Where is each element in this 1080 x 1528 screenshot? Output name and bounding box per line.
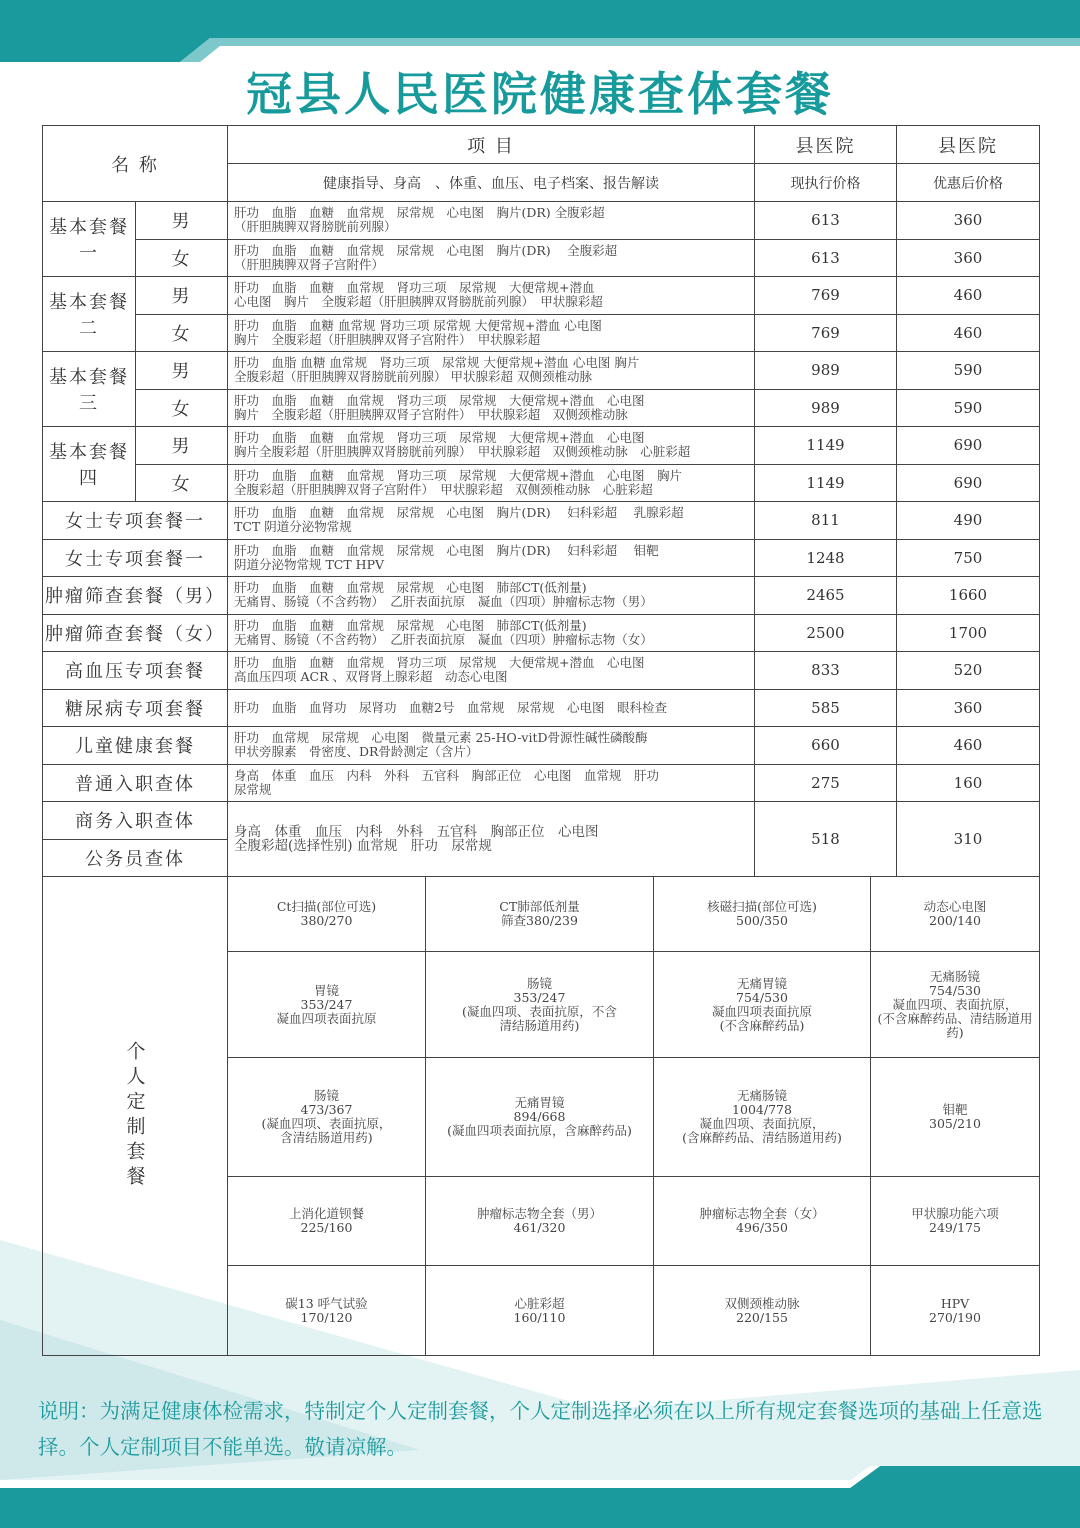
package-items-line: 无痛胃、肠镜（不含药物） 乙肝表面抗原 凝血（四项）肿瘤标志物（男） (234, 594, 653, 610)
custom-item-cell (228, 1266, 426, 1356)
package-items-line: 无痛胃、肠镜（不含药物） 乙肝表面抗原 凝血（四项）肿瘤标志物（女） (234, 631, 653, 647)
current-price-text: 989 (811, 361, 840, 380)
current-price (755, 765, 897, 803)
discount-price (897, 352, 1040, 390)
single-package-name (43, 502, 228, 540)
discount-price (897, 202, 1040, 240)
custom-item-cell-line: 心脏彩超 (514, 1295, 565, 1311)
discount-price-text: 360 (953, 698, 983, 717)
single-package-name (43, 765, 228, 803)
gender-cell-text: 女 (171, 473, 192, 495)
custom-item-cell-line: (不含麻醉药品、清结肠道用药) (877, 1010, 1033, 1040)
package-items (228, 802, 755, 877)
discount-price (897, 427, 1040, 465)
custom-item-cell-line: 220/155 (736, 1309, 788, 1325)
header-hospital-2-text: 县医院 (938, 135, 998, 157)
custom-item-cell-line: 894/668 (513, 1109, 566, 1124)
custom-item-cell (654, 952, 871, 1058)
current-price-text: 2500 (806, 623, 845, 642)
current-price-text: 518 (811, 830, 840, 848)
custom-item-cell (426, 877, 654, 952)
custom-item-cell-line: CT肺部低剂量 (499, 899, 580, 914)
package-items-line: TCT 阴道分泌物常规 (234, 519, 352, 535)
package-items-line: 肝功 血脂 血糖 血常规 尿常规 心电图 胸片(DR) 全腹彩超 (234, 242, 618, 258)
custom-item-cell-line: 甲状腺功能六项 (911, 1206, 999, 1221)
current-price-text: 1248 (806, 548, 845, 567)
custom-item-cell-line: (不含麻醉药品) (719, 1017, 805, 1033)
custom-item-cell (654, 1058, 871, 1177)
gender-cell-text: 女 (171, 248, 192, 270)
discount-price-text: 750 (953, 548, 983, 567)
single-package-name (43, 540, 228, 578)
header-hospital-2 (897, 126, 1040, 164)
package-items-line: 胸片 全腹彩超（肝胆胰脾双肾子宫附件） 甲状腺彩超 双侧颈椎动脉 (234, 406, 628, 422)
current-price (755, 427, 897, 465)
discount-price (897, 727, 1040, 765)
custom-item-cell-line: (凝血四项、表面抗原，不含 (462, 1003, 617, 1019)
custom-item-cell-line: 200/140 (929, 913, 981, 928)
current-price (755, 390, 897, 428)
single-package-name (43, 727, 228, 765)
package-items-line: 肝功 血脂 血糖 血常规 尿常规 心电图 肺部CT(低剂量) (234, 580, 587, 596)
package-items-line: 甲状旁腺素 骨密度、DR骨龄测定（含片） (234, 744, 479, 760)
custom-item-cell (871, 1177, 1040, 1266)
discount-price-text: 690 (953, 473, 983, 492)
discount-price (897, 315, 1040, 353)
single-package-name-text: 商务入职查体 (75, 811, 195, 833)
custom-item-cell-line: 碳13 呼气试验 (285, 1295, 368, 1311)
current-price (755, 577, 897, 615)
discount-price (897, 540, 1040, 578)
custom-item-cell-line: 461/320 (513, 1220, 566, 1235)
custom-item-cell-line: 305/210 (929, 1116, 981, 1131)
discount-price-text: 460 (953, 736, 983, 755)
discount-price-text: 590 (953, 398, 983, 417)
header-items-text: 项 目 (467, 135, 515, 157)
footnote: 说明：为满足健康体检需求，特制定个人定制套餐，个人定制选择必须在以上所有规定套餐选项的基础上任意选择。个人定制项目不能单选。敬请凉解。 (38, 1399, 1043, 1459)
custom-item-cell-line: (凝血四项、表面抗原， (261, 1116, 392, 1131)
custom-item-cell-line: 动态心电图 (923, 899, 987, 914)
package-name-text: 基本套餐四 (49, 442, 129, 489)
current-price (755, 540, 897, 578)
discount-price (897, 765, 1040, 803)
custom-item-cell-line: 225/160 (300, 1220, 353, 1235)
custom-item-cell (426, 1058, 654, 1177)
discount-price (897, 615, 1040, 653)
custom-item-cell-line: 1004/778 (732, 1102, 792, 1117)
discount-price (897, 802, 1040, 877)
package-items-line: 胸片 全腹彩超（肝胆胰脾双肾子宫附件） 甲状腺彩超 (234, 331, 541, 347)
discount-price (897, 502, 1040, 540)
discount-price-text: 490 (953, 511, 983, 530)
gender-cell-text: 男 (171, 211, 192, 233)
current-price-text: 989 (811, 398, 840, 417)
gender-cell (136, 202, 228, 240)
custom-item-cell-line: 凝血四项表面抗原 (711, 1003, 812, 1019)
discount-price-text: 690 (953, 436, 983, 455)
gender-cell (136, 240, 228, 278)
header-name (43, 126, 228, 202)
package-items (228, 427, 755, 465)
custom-item-cell-line: 754/530 (929, 982, 981, 998)
package-name (43, 202, 136, 277)
discount-price (897, 652, 1040, 690)
custom-item-cell-line: 肿瘤标志物全套（女） (699, 1206, 825, 1221)
custom-item-cell (871, 952, 1040, 1058)
gender-cell-text: 女 (171, 323, 192, 345)
discount-price-text: 360 (953, 211, 983, 230)
package-items-line: 高血压四项 ACR 、双肾肾上腺彩超 动态心电图 (234, 669, 508, 685)
gender-cell-text: 女 (171, 398, 192, 420)
custom-item-cell-line: 无痛胃镜 (736, 975, 787, 991)
package-items-line: 尿常规 (234, 781, 272, 797)
package-items-line: 肝功 血脂 血糖 血常规 尿常规 心电图 胸片(DR) 妇科彩超 钼靶 (234, 542, 659, 558)
discount-price (897, 465, 1040, 503)
package-name-text: 基本套餐一 (49, 217, 129, 264)
custom-item-cell-line: 凝血四项、表面抗原， (699, 1116, 825, 1131)
custom-item-cell-line: 肠镜 (313, 1088, 339, 1103)
current-price-text: 660 (811, 736, 840, 755)
single-package-name (43, 577, 228, 615)
custom-item-cell (228, 1177, 426, 1266)
package-items (228, 240, 755, 278)
custom-item-cell-line: 380/270 (300, 913, 353, 928)
discount-price-text: 1660 (948, 586, 988, 605)
custom-item-cell (228, 1058, 426, 1177)
package-name-text: 基本套餐二 (49, 292, 129, 339)
package-items-line: 肝功 血脂 血糖 血常规 肾功三项 尿常规 大便常规+潜血 心电图 (234, 392, 645, 408)
header-price-label-text: 现执行价格 (790, 175, 861, 192)
header-discount-label-text: 优惠后价格 (933, 175, 1003, 192)
current-price-text: 613 (811, 211, 840, 230)
package-items (228, 277, 755, 315)
single-package-name-text: 高血压专项套餐 (65, 661, 205, 683)
custom-item-cell (426, 1177, 654, 1266)
single-package-name-text: 肿瘤筛查套餐（女） (45, 623, 225, 645)
top-decoration-band (0, 0, 1080, 62)
package-items-line: 肝功 血脂 血糖 血常规 尿常规 心电图 胸片(DR) 全腹彩超 (234, 205, 605, 221)
package-name (43, 352, 136, 427)
current-price (755, 690, 897, 728)
page-title: 冠县人民医院健康查体套餐 (246, 67, 834, 121)
custom-item-cell-line: (凝血四项表面抗原，含麻醉药品) (447, 1123, 632, 1138)
current-price (755, 502, 897, 540)
single-package-name (43, 840, 228, 878)
custom-item-cell-line: HPV (940, 1295, 970, 1311)
package-items-line: 身高 体重 血压 内科 外科 五官科 胸部正位 心电图 (234, 824, 599, 840)
custom-item-cell-line: 496/350 (736, 1220, 788, 1235)
custom-item-cell-line: 双侧颈椎动脉 (724, 1295, 800, 1311)
current-price (755, 352, 897, 390)
custom-item-cell-line: 170/120 (300, 1309, 353, 1325)
custom-item-cell-line: 160/110 (513, 1309, 566, 1325)
custom-item-cell-line: 肿瘤标志物全套（男） (476, 1206, 602, 1221)
package-items-line: 肝功 血脂 血糖 血常规 尿常规 心电图 胸片(DR) 妇科彩超 乳腺彩超 (234, 505, 684, 521)
package-table (42, 125, 1040, 1356)
discount-price-text: 520 (953, 661, 983, 680)
package-items (228, 652, 755, 690)
package-name (43, 277, 136, 352)
package-items (228, 765, 755, 803)
header-discount-label (897, 164, 1040, 202)
custom-item-cell (871, 1266, 1040, 1356)
package-items-line: 身高 体重 血压 内科 外科 五官科 胸部正位 心电图 血常规 肝功 (234, 767, 660, 783)
discount-price-text: 160 (953, 773, 983, 792)
gender-cell-text: 男 (171, 436, 192, 458)
package-items-line: 阴道分泌物常规 TCT HPV (234, 556, 385, 572)
single-package-name-text: 儿童健康套餐 (75, 736, 195, 758)
custom-item-cell-line: 钼靶 (942, 1102, 968, 1117)
discount-price-text: 460 (953, 323, 983, 342)
single-package-name (43, 652, 228, 690)
discount-price-text: 360 (953, 248, 983, 267)
package-items (228, 577, 755, 615)
single-package-name (43, 615, 228, 653)
package-items-line: 肝功 血脂 血肾功 尿肾功 血糖2号 血常规 尿常规 心电图 眼科检查 (234, 699, 667, 715)
custom-item-cell-line: 500/350 (736, 913, 788, 928)
package-items (228, 540, 755, 578)
custom-item-cell-line: Ct扫描(部位可选) (276, 899, 377, 914)
header-name-text: 名 称 (111, 154, 159, 176)
discount-price-text: 310 (953, 830, 983, 848)
single-package-name-text: 女士专项套餐一 (65, 548, 205, 570)
current-price (755, 615, 897, 653)
package-name (43, 427, 136, 502)
discount-price (897, 690, 1040, 728)
discount-price (897, 240, 1040, 278)
gender-cell (136, 315, 228, 353)
gender-cell (136, 352, 228, 390)
discount-price (897, 277, 1040, 315)
gender-cell-text: 男 (171, 361, 192, 383)
current-price (755, 277, 897, 315)
package-items (228, 202, 755, 240)
discount-price-text: 590 (953, 361, 983, 380)
package-items-line: 肝功 血脂 血糖 血常规 肾功三项 尿常规 大便常规+潜血 心电图 (234, 655, 645, 671)
discount-price (897, 577, 1040, 615)
current-price (755, 652, 897, 690)
gender-cell-text: 男 (171, 286, 192, 308)
package-items (228, 352, 755, 390)
package-items-line: 全腹彩超（肝胆胰脾双肾膀胱前列腺） 甲状腺彩超 双侧颈椎动脉 (234, 369, 592, 385)
current-price-text: 833 (811, 661, 840, 680)
gender-cell (136, 427, 228, 465)
package-items (228, 615, 755, 653)
current-price-text: 1149 (806, 436, 845, 455)
custom-item-cell (654, 877, 871, 952)
package-items (228, 502, 755, 540)
package-items-line: 肝功 血脂 血糖 血常规 肾功三项 尿常规 大便常规+潜血 (234, 280, 595, 296)
single-package-name-text: 女士专项套餐一 (65, 511, 205, 533)
current-price-text: 811 (811, 511, 840, 530)
custom-item-cell-line: 353/247 (300, 996, 353, 1012)
custom-item-cell-line: 无痛肠镜 (736, 1088, 787, 1103)
custom-item-cell-line: 473/367 (300, 1102, 353, 1117)
custom-item-cell-line: 胃镜 (313, 982, 339, 998)
current-price-text: 585 (811, 698, 840, 717)
current-price (755, 727, 897, 765)
single-package-name-text: 公务员查体 (85, 848, 185, 870)
package-items (228, 690, 755, 728)
discount-price-text: 1700 (948, 623, 988, 642)
custom-item-cell-line: 上消化道钡餐 (288, 1206, 364, 1221)
package-items-line: 胸片全腹彩超（肝胆胰脾双肾膀胱前列腺） 甲状腺彩超 双侧颈椎动脉 心脏彩超 (234, 444, 691, 460)
single-package-name (43, 690, 228, 728)
package-items-line: 肝功 血常规 尿常规 心电图 微量元素 25-HO-vitD骨源性碱性磷酸酶 (234, 730, 648, 746)
custom-item-cell-line: (含麻醉药品、清结肠道用药) (682, 1130, 842, 1145)
custom-item-cell (654, 1177, 871, 1266)
custom-item-cell-line: 270/190 (929, 1309, 981, 1325)
current-price-text: 1149 (806, 473, 845, 492)
package-items-line: 肝功 血脂 血糖 血常规 尿常规 心电图 肺部CT(低剂量) (234, 617, 587, 633)
current-price (755, 802, 897, 877)
header-items-sub-text: 健康指导、身高 、体重、血压、电子档案、报告解读 (323, 175, 659, 192)
single-package-name-text: 肿瘤筛查套餐（男） (45, 586, 225, 608)
custom-item-cell-line: 无痛胃镜 (514, 1095, 565, 1110)
current-price-text: 275 (811, 773, 840, 792)
custom-item-cell-line: 核磁扫描(部位可选) (707, 899, 817, 914)
package-items-line: 心电图 胸片 全腹彩超（肝胆胰脾双肾膀胱前列腺） 甲状腺彩超 (234, 294, 603, 310)
package-items-line: 全腹彩超(选择性别) 血常规 肝功 尿常规 (234, 838, 492, 854)
single-package-name-text: 糖尿病专项套餐 (65, 698, 205, 720)
header-items-sub (228, 164, 755, 202)
custom-item-cell-line: 353/247 (513, 989, 566, 1005)
package-name-text: 基本套餐三 (49, 367, 129, 414)
gender-cell (136, 390, 228, 428)
current-price-text: 769 (811, 323, 840, 342)
package-items (228, 727, 755, 765)
custom-item-cell-line: 无痛肠镜 (929, 968, 980, 984)
package-items (228, 465, 755, 503)
package-items-line: 肝功 血脂 血糖 血常规 肾功三项 尿常规 大便常规+潜血 心电图 (234, 317, 602, 333)
current-price-text: 769 (811, 286, 840, 305)
header-hospital-1 (755, 126, 897, 164)
custom-item-cell (871, 1058, 1040, 1177)
custom-item-cell-line: 凝血四项、表面抗原， (892, 996, 1018, 1012)
single-package-name-text: 普通入职查体 (75, 773, 195, 795)
custom-item-cell-line: 249/175 (929, 1220, 981, 1235)
package-items-line: 肝功 血脂 血糖 血常规 肾功三项 尿常规 大便常规+潜血 心电图 (234, 430, 645, 446)
custom-item-cell-line: 筛查380/239 (501, 913, 578, 928)
package-items-line: （肝胆胰脾双肾膀胱前列腺） (234, 219, 397, 235)
custom-item-cell-line: 754/530 (736, 989, 788, 1005)
current-price-text: 613 (811, 248, 840, 267)
current-price-text: 2465 (806, 586, 845, 605)
custom-item-cell (871, 877, 1040, 952)
discount-price (897, 390, 1040, 428)
custom-item-cell-line: 清结肠道用药) (499, 1017, 580, 1033)
package-items-line: （肝胆胰脾双肾子宫附件） (234, 256, 385, 272)
header-items (228, 126, 755, 164)
custom-item-cell (654, 1266, 871, 1356)
custom-item-cell-line: 肠镜 (526, 975, 552, 991)
custom-item-cell (426, 952, 654, 1058)
custom-item-cell (228, 952, 426, 1058)
current-price (755, 240, 897, 278)
custom-item-cell-line: 含清结肠道用药) (280, 1130, 373, 1145)
header-hospital-1-text: 县医院 (795, 135, 856, 157)
single-package-name (43, 802, 228, 840)
custom-package-label (43, 877, 228, 1356)
package-items-line: 肝功 血脂 血糖 血常规 肾功三项 尿常规 大便常规+潜血 心电图 胸片 (234, 355, 640, 371)
custom-item-cell (228, 877, 426, 952)
package-items (228, 315, 755, 353)
discount-price-text: 460 (953, 286, 983, 305)
custom-item-cell-line: 凝血四项表面抗原 (276, 1010, 377, 1026)
custom-item-cell (426, 1266, 654, 1356)
gender-cell (136, 277, 228, 315)
custom-package-label-text: 个人定制套餐 (123, 1041, 146, 1191)
current-price (755, 315, 897, 353)
package-items-line: 肝功 血脂 血糖 血常规 肾功三项 尿常规 大便常规+潜血 心电图 胸片 (234, 467, 682, 483)
gender-cell (136, 465, 228, 503)
package-items-line: 全腹彩超（肝胆胰脾双肾子宫附件） 甲状腺彩超 双侧颈椎动脉 心脏彩超 (234, 481, 653, 497)
current-price (755, 465, 897, 503)
current-price (755, 202, 897, 240)
package-items (228, 390, 755, 428)
header-price-label (755, 164, 897, 202)
